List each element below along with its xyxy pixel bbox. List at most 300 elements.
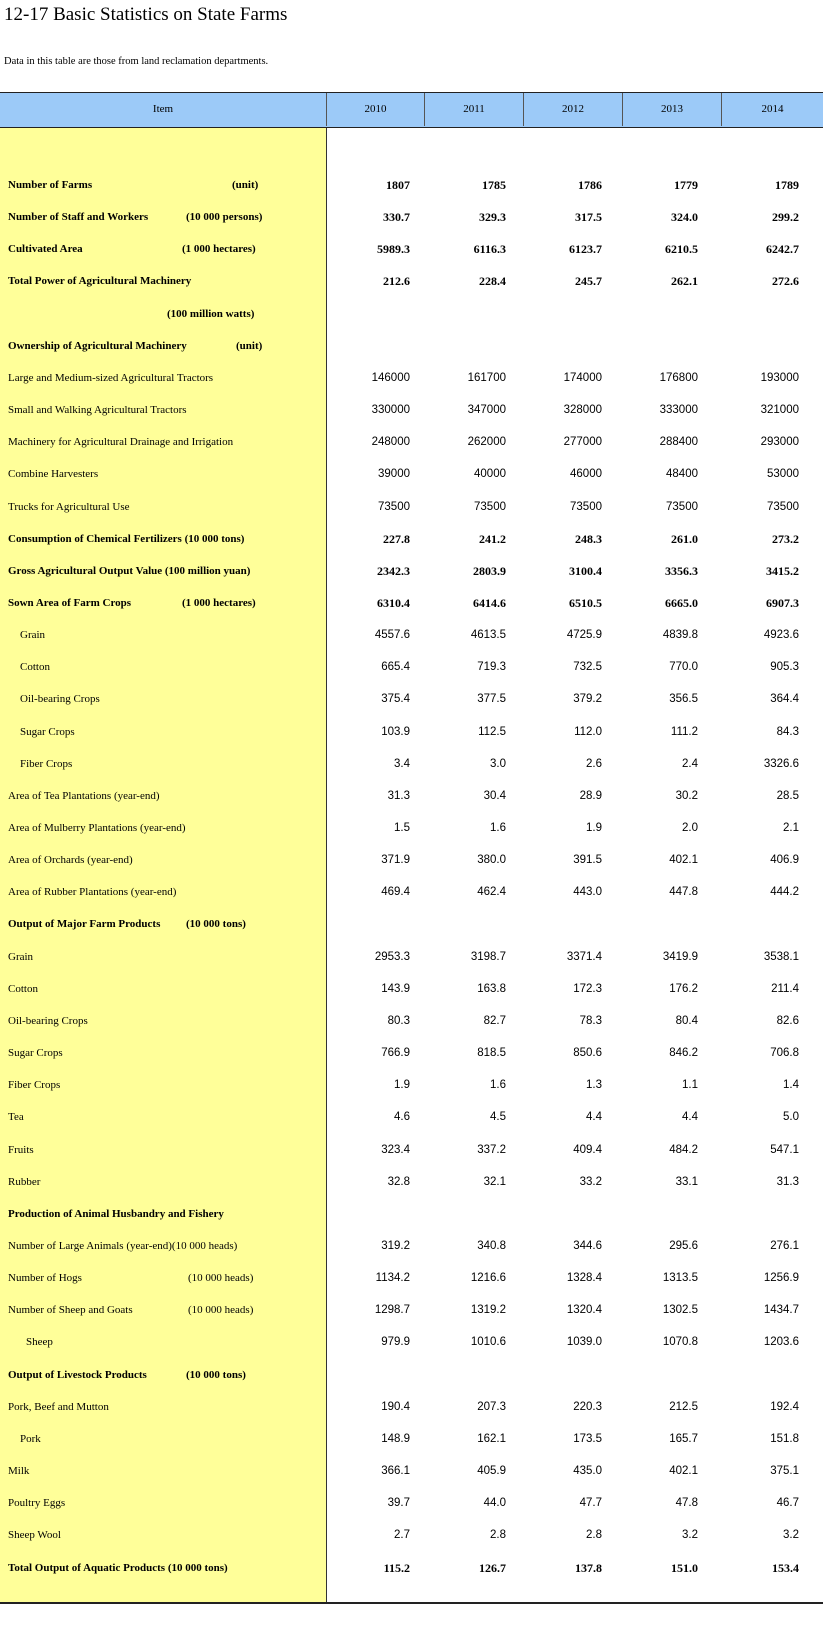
value-cell-2010: 32.8	[387, 1175, 410, 1188]
value-cell-2012: 443.0	[573, 886, 602, 899]
value-cell-2010: 323.4	[381, 1143, 410, 1156]
value-cell-2011: 44.0	[483, 1497, 506, 1510]
table-row	[0, 330, 823, 362]
value-cell-2010: 3.4	[394, 757, 410, 770]
value-cell-2013	[608, 1198, 698, 1230]
value-cell-2013: 3356.3	[665, 563, 698, 578]
value-cell-2010: 115.2	[383, 1560, 410, 1575]
value-cell-2012: 245.7	[575, 274, 602, 289]
value-cell-2013: 212.5	[669, 1400, 698, 1413]
value-cell-2014: 905.3	[770, 661, 799, 674]
value-cell-2010: 148.9	[381, 1432, 410, 1445]
value-cell-2013: 1779	[674, 178, 698, 192]
value-cell-2013	[608, 330, 698, 362]
value-cell-2011: 3.0	[490, 757, 506, 770]
row-label: Large and Medium-sized Agricultural Tractors	[8, 371, 214, 384]
value-cell-2014: 211.4	[771, 982, 799, 995]
value-cell-2013: 4839.8	[662, 629, 698, 642]
value-cell-2014: 193000	[760, 371, 799, 384]
value-cell-2013: 2.4	[682, 757, 698, 770]
value-cell-2014: 299.2	[772, 210, 799, 225]
table-row	[0, 619, 823, 651]
row-label: Number of Large Animals (year-end)(10 000 heads)	[8, 1240, 238, 1252]
value-cell-2011: 719.3	[477, 661, 506, 674]
value-cell-2014: 273.2	[772, 531, 799, 546]
value-cell-2012: 248.3	[575, 531, 602, 546]
header-year-2014: 2014	[761, 103, 784, 115]
table-row	[0, 523, 823, 555]
value-cell-2010: 227.8	[383, 531, 410, 546]
table-row	[0, 651, 823, 683]
value-cell-2011: 6116.3	[473, 242, 506, 257]
value-cell-2010: 665.4	[381, 661, 410, 674]
row-label: Production of Animal Husbandry and Fishery	[8, 1207, 224, 1220]
value-cell-2013: 33.1	[675, 1175, 698, 1188]
value-cell-2010	[320, 908, 410, 940]
row-label: Pork, Beef and Mutton	[8, 1400, 109, 1413]
value-cell-2011: 1.6	[490, 1079, 506, 1092]
value-cell-2014: 6907.3	[766, 595, 799, 610]
value-cell-2011: 241.2	[479, 531, 506, 546]
value-cell-2013: 333000	[659, 404, 698, 416]
row-label: Number of Farms	[8, 179, 93, 191]
value-cell-2010: 80.3	[387, 1014, 410, 1027]
table-body	[0, 128, 823, 1602]
value-cell-2010: 4557.6	[374, 629, 410, 642]
row-unit: (unit)	[236, 339, 263, 352]
value-cell-2012: 46000	[570, 468, 602, 481]
value-cell-2011: 329.3	[479, 210, 506, 225]
value-cell-2011: 262000	[467, 436, 506, 449]
value-cell-2011	[416, 298, 506, 330]
value-cell-2010: 146000	[371, 371, 410, 384]
value-cell-2010: 2342.3	[377, 563, 410, 578]
row-label: Cotton	[8, 982, 38, 995]
value-cell-2014: 3.2	[783, 1529, 799, 1542]
value-cell-2012: 1.3	[586, 1079, 602, 1092]
value-cell-2010: 469.4	[381, 886, 410, 899]
table-row	[0, 876, 823, 908]
value-cell-2013: 111.2	[670, 725, 698, 738]
value-cell-2014: 5.0	[783, 1111, 799, 1124]
value-cell-2014: 2.1	[783, 822, 799, 834]
value-cell-2013: 165.7	[669, 1432, 698, 1445]
value-cell-2013: 261.0	[671, 531, 698, 546]
row-label: Rubber	[8, 1175, 41, 1188]
value-cell-2014: 1789	[775, 178, 799, 192]
value-cell-2010: 73500	[378, 500, 410, 513]
value-cell-2010: 366.1	[381, 1465, 410, 1477]
value-cell-2010: 1.9	[394, 1079, 410, 1092]
value-cell-2012: 172.3	[573, 982, 602, 995]
value-cell-2011	[416, 908, 506, 940]
value-cell-2013: 1070.8	[662, 1336, 698, 1349]
value-cell-2010: 4.6	[394, 1111, 410, 1124]
row-label: Area of Orchards (year-end)	[8, 854, 133, 867]
value-cell-2014: 153.4	[772, 1560, 799, 1575]
value-cell-2011	[416, 330, 506, 362]
value-cell-2012	[512, 908, 602, 940]
row-label: Total Power of Agricultural Machinery	[8, 275, 192, 288]
value-cell-2010: 375.4	[381, 693, 410, 706]
value-cell-2014	[709, 298, 799, 330]
value-cell-2013: 447.8	[669, 886, 698, 899]
value-cell-2010: 248000	[371, 436, 410, 449]
value-cell-2011: 4613.5	[470, 629, 506, 642]
value-cell-2012: 1328.4	[566, 1272, 602, 1285]
value-cell-2014: 4923.6	[763, 629, 799, 642]
value-cell-2012: 1786	[578, 178, 602, 192]
value-cell-2011: 161700	[467, 371, 506, 384]
value-cell-2014	[709, 1359, 799, 1391]
table-row	[0, 169, 823, 201]
table-row	[0, 1519, 823, 1551]
value-cell-2012: 328000	[563, 404, 602, 416]
value-cell-2012: 391.5	[573, 854, 602, 867]
table-row	[0, 1069, 823, 1101]
value-cell-2013: 402.1	[669, 854, 698, 867]
row-label: Cultivated Area	[8, 243, 83, 256]
value-cell-2014: 192.4	[770, 1400, 799, 1413]
value-cell-2013: 770.0	[669, 661, 698, 674]
row-label: Sugar Crops	[20, 725, 75, 738]
value-cell-2014: 1203.6	[763, 1336, 799, 1349]
value-cell-2012: 4725.9	[566, 629, 602, 642]
table-row	[0, 908, 823, 940]
table-row	[0, 555, 823, 587]
table-row	[0, 394, 823, 426]
value-cell-2011	[416, 1198, 506, 1230]
value-cell-2010	[320, 330, 410, 362]
value-cell-2010	[320, 1198, 410, 1230]
row-label: Grain	[8, 950, 34, 963]
table-row	[0, 1391, 823, 1423]
value-cell-2013: 47.8	[675, 1497, 698, 1510]
value-cell-2011: 228.4	[479, 274, 506, 289]
value-cell-2011: 207.3	[477, 1400, 506, 1413]
table-row	[0, 1423, 823, 1455]
value-cell-2012	[512, 298, 602, 330]
value-cell-2011: 380.0	[477, 854, 506, 867]
value-cell-2012: 1039.0	[566, 1336, 602, 1349]
value-cell-2013: 176800	[659, 371, 698, 384]
value-cell-2010: 212.6	[383, 274, 410, 289]
value-cell-2012: 2.6	[586, 757, 602, 770]
value-cell-2014	[709, 908, 799, 940]
value-cell-2013: 1313.5	[662, 1272, 698, 1285]
page-title: 12-17 Basic Statistics on State Farms	[4, 4, 288, 25]
value-cell-2012: 732.5	[573, 661, 602, 674]
row-label: Milk	[8, 1465, 30, 1477]
value-cell-2014: 31.3	[776, 1175, 799, 1188]
row-label: Fruits	[8, 1143, 34, 1156]
value-cell-2012: 6510.5	[569, 595, 602, 610]
value-cell-2010: 371.9	[381, 854, 410, 867]
table-row	[0, 265, 823, 297]
value-cell-2014: 276.1	[770, 1240, 799, 1252]
value-cell-2011: 347000	[467, 404, 506, 416]
table-row	[0, 1326, 823, 1358]
value-cell-2013	[608, 298, 698, 330]
value-cell-2012: 47.7	[579, 1497, 602, 1510]
value-cell-2013: 48400	[666, 468, 698, 481]
value-cell-2012: 28.9	[579, 789, 602, 802]
row-label: Sheep	[26, 1336, 53, 1349]
value-cell-2012: 344.6	[573, 1240, 602, 1252]
value-cell-2011: 73500	[474, 500, 506, 513]
value-cell-2012: 33.2	[579, 1175, 602, 1188]
table-row	[0, 683, 823, 715]
value-cell-2014: 375.1	[770, 1465, 799, 1477]
table-row	[0, 748, 823, 780]
value-cell-2010: 766.9	[381, 1047, 410, 1059]
row-label: Machinery for Agricultural Drainage and Irrigation	[8, 436, 234, 449]
row-label: Fiber Crops	[20, 757, 73, 770]
row-label: Gross Agricultural Output Value (100 million yuan)	[8, 564, 251, 577]
value-cell-2012: 3100.4	[569, 563, 602, 578]
header-year-2011: 2011	[425, 93, 524, 126]
value-cell-2014	[709, 1198, 799, 1230]
row-label: Grain	[20, 629, 46, 642]
value-cell-2014: 293000	[760, 436, 799, 449]
row-unit: (10 000 heads)	[188, 1304, 254, 1317]
bottom-rule	[0, 1602, 823, 1604]
value-cell-2013: 484.2	[669, 1143, 698, 1156]
row-label: Number of Sheep and Goats	[8, 1304, 133, 1317]
header-year-2012: 2012	[524, 93, 623, 126]
table-row	[0, 1134, 823, 1166]
row-label: Oil-bearing Crops	[20, 693, 100, 706]
row-unit: (10 000 tons)	[186, 918, 246, 931]
value-cell-2011: 462.4	[477, 886, 506, 899]
value-cell-2012: 4.4	[586, 1111, 602, 1124]
value-cell-2011: 82.7	[483, 1014, 506, 1027]
value-cell-2012: 317.5	[575, 210, 602, 225]
value-cell-2011: 1.6	[490, 822, 506, 834]
value-cell-2012: 6123.7	[569, 242, 602, 257]
value-cell-2011: 405.9	[477, 1465, 506, 1477]
value-cell-2010: 6310.4	[377, 595, 410, 610]
value-cell-2014: 82.6	[776, 1014, 799, 1027]
value-cell-2013: 6210.5	[665, 242, 698, 257]
row-label: Number of Hogs	[8, 1272, 82, 1285]
value-cell-2011: 377.5	[477, 693, 506, 706]
value-cell-2013	[608, 908, 698, 940]
value-cell-2011: 40000	[474, 468, 506, 481]
value-cell-2011: 1010.6	[470, 1336, 506, 1349]
value-cell-2011: 3198.7	[470, 950, 506, 963]
value-cell-2013: 30.2	[675, 789, 698, 802]
value-cell-2012: 220.3	[573, 1400, 602, 1413]
row-unit: (1 000 hectares)	[182, 596, 256, 609]
value-cell-2013: 324.0	[671, 210, 698, 225]
table-row	[0, 587, 823, 619]
value-cell-2010: 143.9	[381, 982, 410, 995]
value-cell-2010: 39.7	[387, 1497, 410, 1510]
value-cell-2014: 321000	[760, 404, 799, 416]
value-cell-2012: 78.3	[579, 1014, 602, 1027]
row-unit: (10 000 tons)	[186, 1368, 246, 1381]
row-label: Trucks for Agricultural Use	[8, 500, 130, 513]
value-cell-2010: 979.9	[381, 1336, 410, 1349]
row-label: Combine Harvesters	[8, 468, 99, 481]
row-label: Sown Area of Farm Crops	[8, 596, 132, 609]
value-cell-2013: 295.6	[669, 1240, 698, 1252]
row-label: Sugar Crops	[8, 1047, 63, 1059]
table-row	[0, 1005, 823, 1037]
table-row	[0, 1198, 823, 1230]
value-cell-2012: 1320.4	[566, 1304, 602, 1317]
value-cell-2014: 706.8	[770, 1047, 799, 1059]
table-row	[0, 1294, 823, 1326]
value-cell-2014: 53000	[767, 468, 799, 481]
value-cell-2014: 73500	[767, 500, 799, 513]
row-label: Total Output of Aquatic Products (10 000 tons)	[8, 1561, 228, 1574]
header-year-2013: 2013	[623, 93, 722, 126]
value-cell-2014: 444.2	[770, 886, 799, 899]
row-label: Poultry Eggs	[8, 1497, 66, 1510]
value-cell-2014: 547.1	[770, 1143, 799, 1156]
table-row	[0, 201, 823, 233]
value-cell-2011: 1319.2	[470, 1304, 506, 1317]
value-cell-2013: 176.2	[669, 982, 698, 995]
value-cell-2011: 6414.6	[473, 595, 506, 610]
table-row	[0, 941, 823, 973]
table-note: Data in this table are those from land reclamation departments.	[4, 56, 269, 67]
value-cell-2014: 1434.7	[763, 1304, 799, 1317]
value-cell-2014	[709, 330, 799, 362]
table-row	[0, 716, 823, 748]
row-label: Pork	[20, 1432, 41, 1445]
row-label: Fiber Crops	[8, 1079, 61, 1092]
row-unit: (10 000 persons)	[186, 211, 263, 224]
value-cell-2010	[320, 1359, 410, 1391]
value-cell-2013: 3.2	[682, 1529, 698, 1542]
value-cell-2012	[512, 1198, 602, 1230]
value-cell-2011: 818.5	[477, 1047, 506, 1059]
value-cell-2013: 4.4	[682, 1111, 698, 1124]
value-cell-2014: 3415.2	[766, 563, 799, 578]
value-cell-2010: 1.5	[394, 822, 410, 834]
value-cell-2011: 4.5	[490, 1111, 506, 1124]
table-row	[0, 1262, 823, 1294]
value-cell-2012: 850.6	[573, 1047, 602, 1059]
value-cell-2011: 2803.9	[473, 563, 506, 578]
value-cell-2012: 173.5	[573, 1432, 602, 1445]
value-cell-2010: 190.4	[381, 1400, 410, 1413]
value-cell-2011: 2.8	[490, 1529, 506, 1542]
value-cell-2010: 1134.2	[375, 1272, 410, 1285]
value-cell-2013: 262.1	[671, 274, 698, 289]
header-item: Item	[0, 93, 327, 126]
value-cell-2013: 288400	[659, 436, 698, 449]
value-cell-2010: 2.7	[394, 1529, 410, 1542]
value-cell-2013: 6665.0	[665, 595, 698, 610]
row-unit: (unit)	[232, 179, 259, 191]
value-cell-2010: 5989.3	[377, 242, 410, 257]
row-unit: (1 000 hectares)	[182, 243, 256, 256]
value-cell-2014: 1256.9	[763, 1272, 799, 1285]
value-cell-2014: 364.4	[770, 693, 799, 706]
table-row	[0, 1359, 823, 1391]
row-label: Area of Tea Plantations (year-end)	[8, 789, 160, 802]
value-cell-2014: 3538.1	[763, 950, 799, 963]
value-cell-2012: 277000	[563, 436, 602, 449]
value-cell-2013: 80.4	[675, 1014, 698, 1027]
value-cell-2013: 1302.5	[662, 1304, 698, 1317]
row-label: Oil-bearing Crops	[8, 1014, 88, 1027]
value-cell-2012: 409.4	[573, 1143, 602, 1156]
row-label: Output of Livestock Products	[8, 1368, 147, 1381]
value-cell-2014: 406.9	[770, 854, 799, 867]
table-row	[0, 298, 823, 330]
value-cell-2011: 337.2	[477, 1143, 506, 1156]
value-cell-2014: 151.8	[770, 1432, 799, 1445]
value-cell-2013: 1.1	[682, 1079, 698, 1092]
table-row	[0, 1101, 823, 1133]
value-cell-2014: 6242.7	[766, 242, 799, 257]
value-cell-2013: 2.0	[682, 822, 698, 834]
value-cell-2013: 356.5	[669, 693, 698, 706]
value-cell-2012: 379.2	[573, 693, 602, 706]
value-cell-2012: 112.0	[574, 725, 602, 738]
table-row	[0, 1552, 823, 1584]
value-cell-2012: 137.8	[575, 1560, 602, 1575]
value-cell-2011	[416, 1359, 506, 1391]
value-cell-2013	[608, 1359, 698, 1391]
row-label: Tea	[8, 1111, 24, 1124]
table-row	[0, 812, 823, 844]
value-cell-2012: 3371.4	[566, 950, 602, 963]
row-label: Sheep Wool	[8, 1529, 61, 1542]
table-row	[0, 780, 823, 812]
header-year-2010: 2010	[327, 93, 425, 126]
value-cell-2012: 73500	[570, 500, 602, 513]
table-row	[0, 458, 823, 490]
value-cell-2011: 1785	[482, 178, 506, 192]
value-cell-2010: 31.3	[387, 789, 410, 802]
row-label: Consumption of Chemical Fertilizers (10 000 tons)	[8, 532, 245, 545]
table-row	[0, 233, 823, 265]
value-cell-2013: 73500	[666, 500, 698, 513]
table-row	[0, 1230, 823, 1262]
value-cell-2012: 1.9	[586, 822, 602, 834]
value-cell-2014: 46.7	[776, 1497, 799, 1510]
value-cell-2010: 2953.3	[374, 950, 410, 963]
value-cell-2012	[512, 330, 602, 362]
row-label: Cotton	[20, 661, 50, 674]
value-cell-2012: 435.0	[573, 1465, 602, 1477]
value-cell-2010: 103.9	[381, 725, 410, 738]
value-cell-2011: 30.4	[483, 789, 506, 802]
row-unit: (10 000 heads)	[188, 1272, 254, 1285]
value-cell-2011: 32.1	[483, 1175, 506, 1188]
table-row	[0, 1037, 823, 1069]
value-cell-2014: 272.6	[772, 274, 799, 289]
table-row	[0, 362, 823, 394]
value-cell-2012	[512, 1359, 602, 1391]
value-cell-2010: 1298.7	[374, 1304, 410, 1317]
value-cell-2011: 1216.6	[470, 1272, 506, 1285]
value-cell-2011: 126.7	[479, 1560, 506, 1575]
table-row	[0, 426, 823, 458]
value-cell-2010: 1807	[386, 178, 410, 192]
row-label: Area of Rubber Plantations (year-end)	[8, 886, 177, 899]
table-row	[0, 844, 823, 876]
table-row	[0, 1166, 823, 1198]
value-cell-2011: 112.5	[478, 725, 506, 738]
value-cell-2013: 402.1	[669, 1465, 698, 1477]
